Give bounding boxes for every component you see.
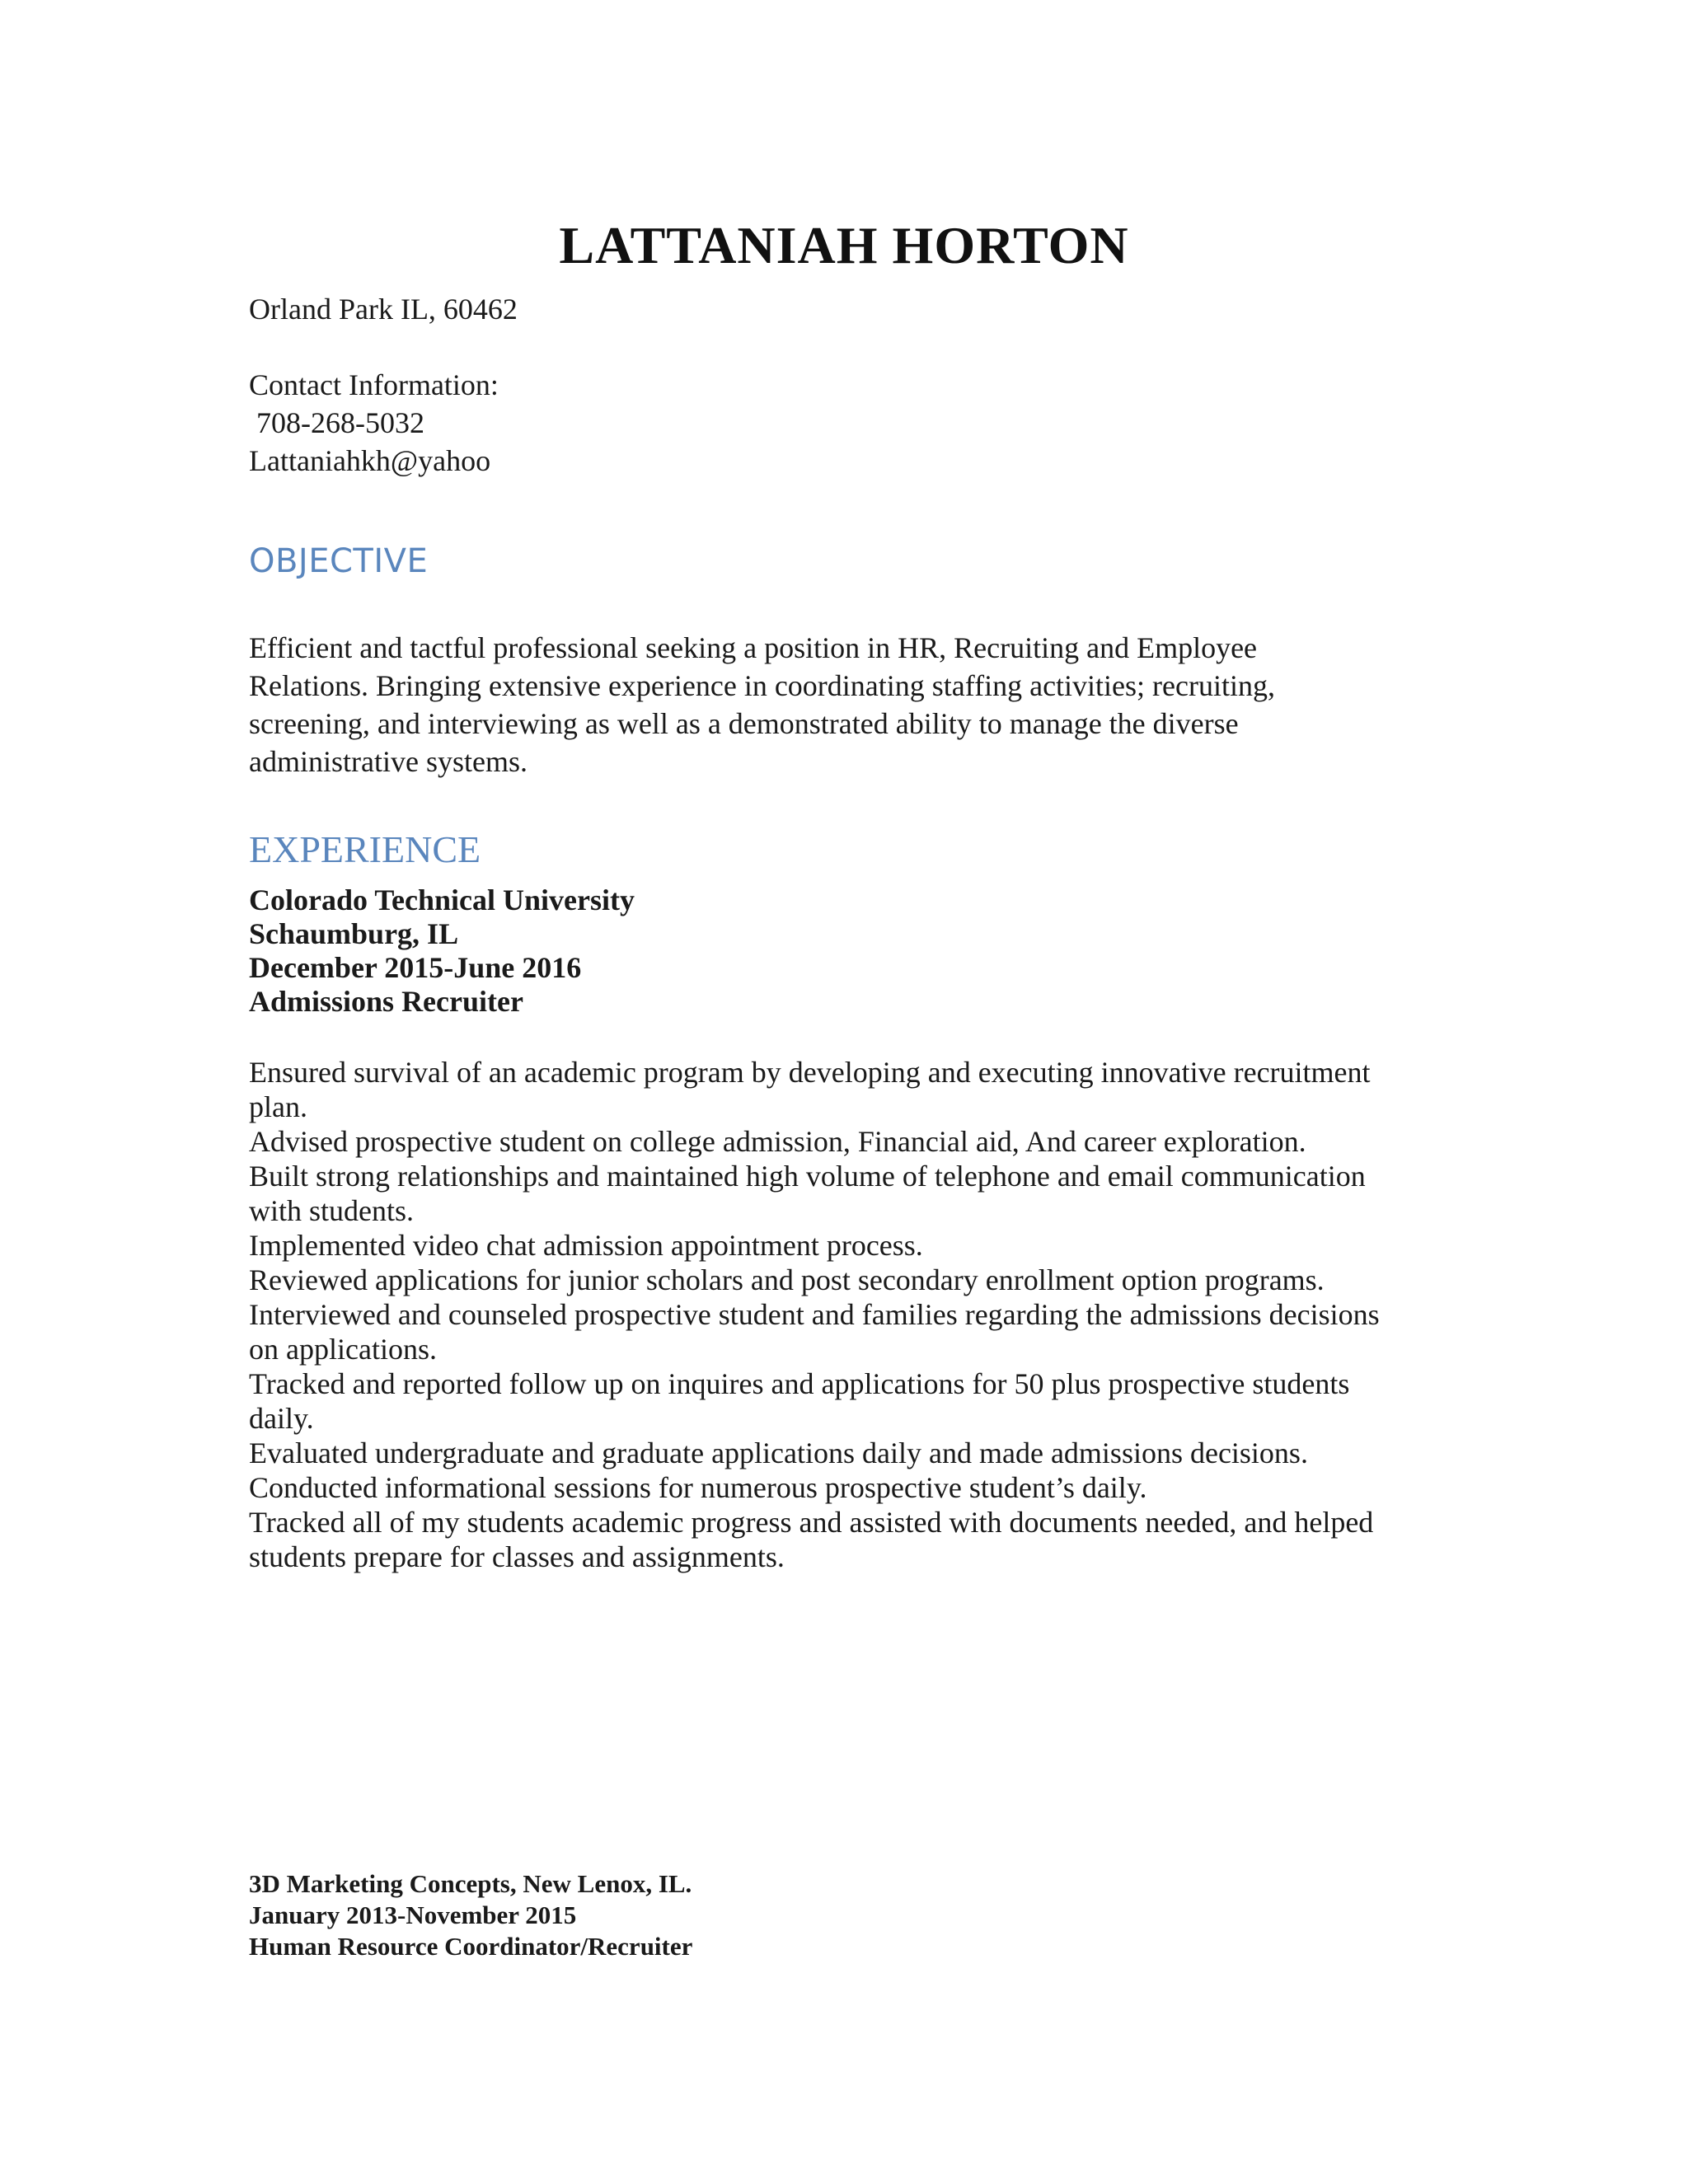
duty-line: Tracked all of my students academic progress and assisted with documents needed, and helped (249, 1506, 1374, 1539)
duty-line: Built strong relationships and maintained high volume of telephone and email communication (249, 1160, 1366, 1193)
duty-line: Ensured survival of an academic program by developing and executing innovative recruitment (249, 1056, 1371, 1089)
duty-line: Interviewed and counseled prospective student and families regarding the admissions decisions (249, 1298, 1380, 1331)
job-title: Human Resource Coordinator/Recruiter (249, 1932, 693, 1961)
duty-line: students prepare for classes and assignments. (249, 1540, 785, 1573)
email-address: Lattaniahkh@yahoo (249, 444, 491, 477)
duty-line: Tracked and reported follow up on inquires and applications for 50 plus prospective students (249, 1367, 1350, 1400)
employer-name: Colorado Technical University (249, 883, 635, 916)
duty-line: on applications. (249, 1333, 437, 1366)
contact-label: Contact Information: (249, 368, 499, 401)
objective-line: Efficient and tactful professional seeking a position in HR, Recruiting and Employee (249, 631, 1258, 664)
duty-line: Conducted informational sessions for numerous prospective student’s daily. (249, 1471, 1147, 1504)
job-dates: January 2013-November 2015 (249, 1900, 577, 1929)
job-header-ctu (249, 883, 635, 1019)
duty-line: Implemented video chat admission appointment process. (249, 1229, 923, 1262)
phone-number: 708-268-5032 (249, 406, 424, 439)
job-header-3d-marketing (249, 1868, 692, 1962)
spacer (249, 328, 518, 366)
experience-heading: EXPERIENCE (249, 828, 481, 870)
objective-line: administrative systems. (249, 745, 528, 778)
job-title: Admissions Recruiter (249, 985, 523, 1018)
job-duties-ctu (249, 1055, 1419, 1574)
duty-line: plan. (249, 1090, 307, 1123)
objective-heading: OBJECTIVE (249, 542, 429, 580)
objective-line: Relations. Bringing extensive experience in coordinating staffing activities; recruiting, (249, 669, 1275, 702)
duty-line: daily. (249, 1402, 314, 1435)
duty-line: Evaluated undergraduate and graduate applications daily and made admissions decisions. (249, 1436, 1308, 1469)
duty-line: Advised prospective student on college admission, Financial aid, And career exploration. (249, 1125, 1306, 1158)
duty-line: with students. (249, 1194, 415, 1227)
address: Orland Park IL, 60462 (249, 293, 518, 326)
duty-line: Reviewed applications for junior scholars and post secondary enrollment option programs. (249, 1263, 1325, 1296)
employer-name: 3D Marketing Concepts, New Lenox, IL. (249, 1869, 692, 1898)
job-dates: December 2015-June 2016 (249, 951, 582, 984)
candidate-name: LATTANIAH HORTON (559, 216, 1129, 274)
job-location: Schaumburg, IL (249, 917, 459, 950)
objective-line: screening, and interviewing as well as a demonstrated ability to manage the diverse (249, 707, 1239, 740)
contact-block (249, 290, 518, 480)
objective-paragraph (249, 629, 1403, 780)
